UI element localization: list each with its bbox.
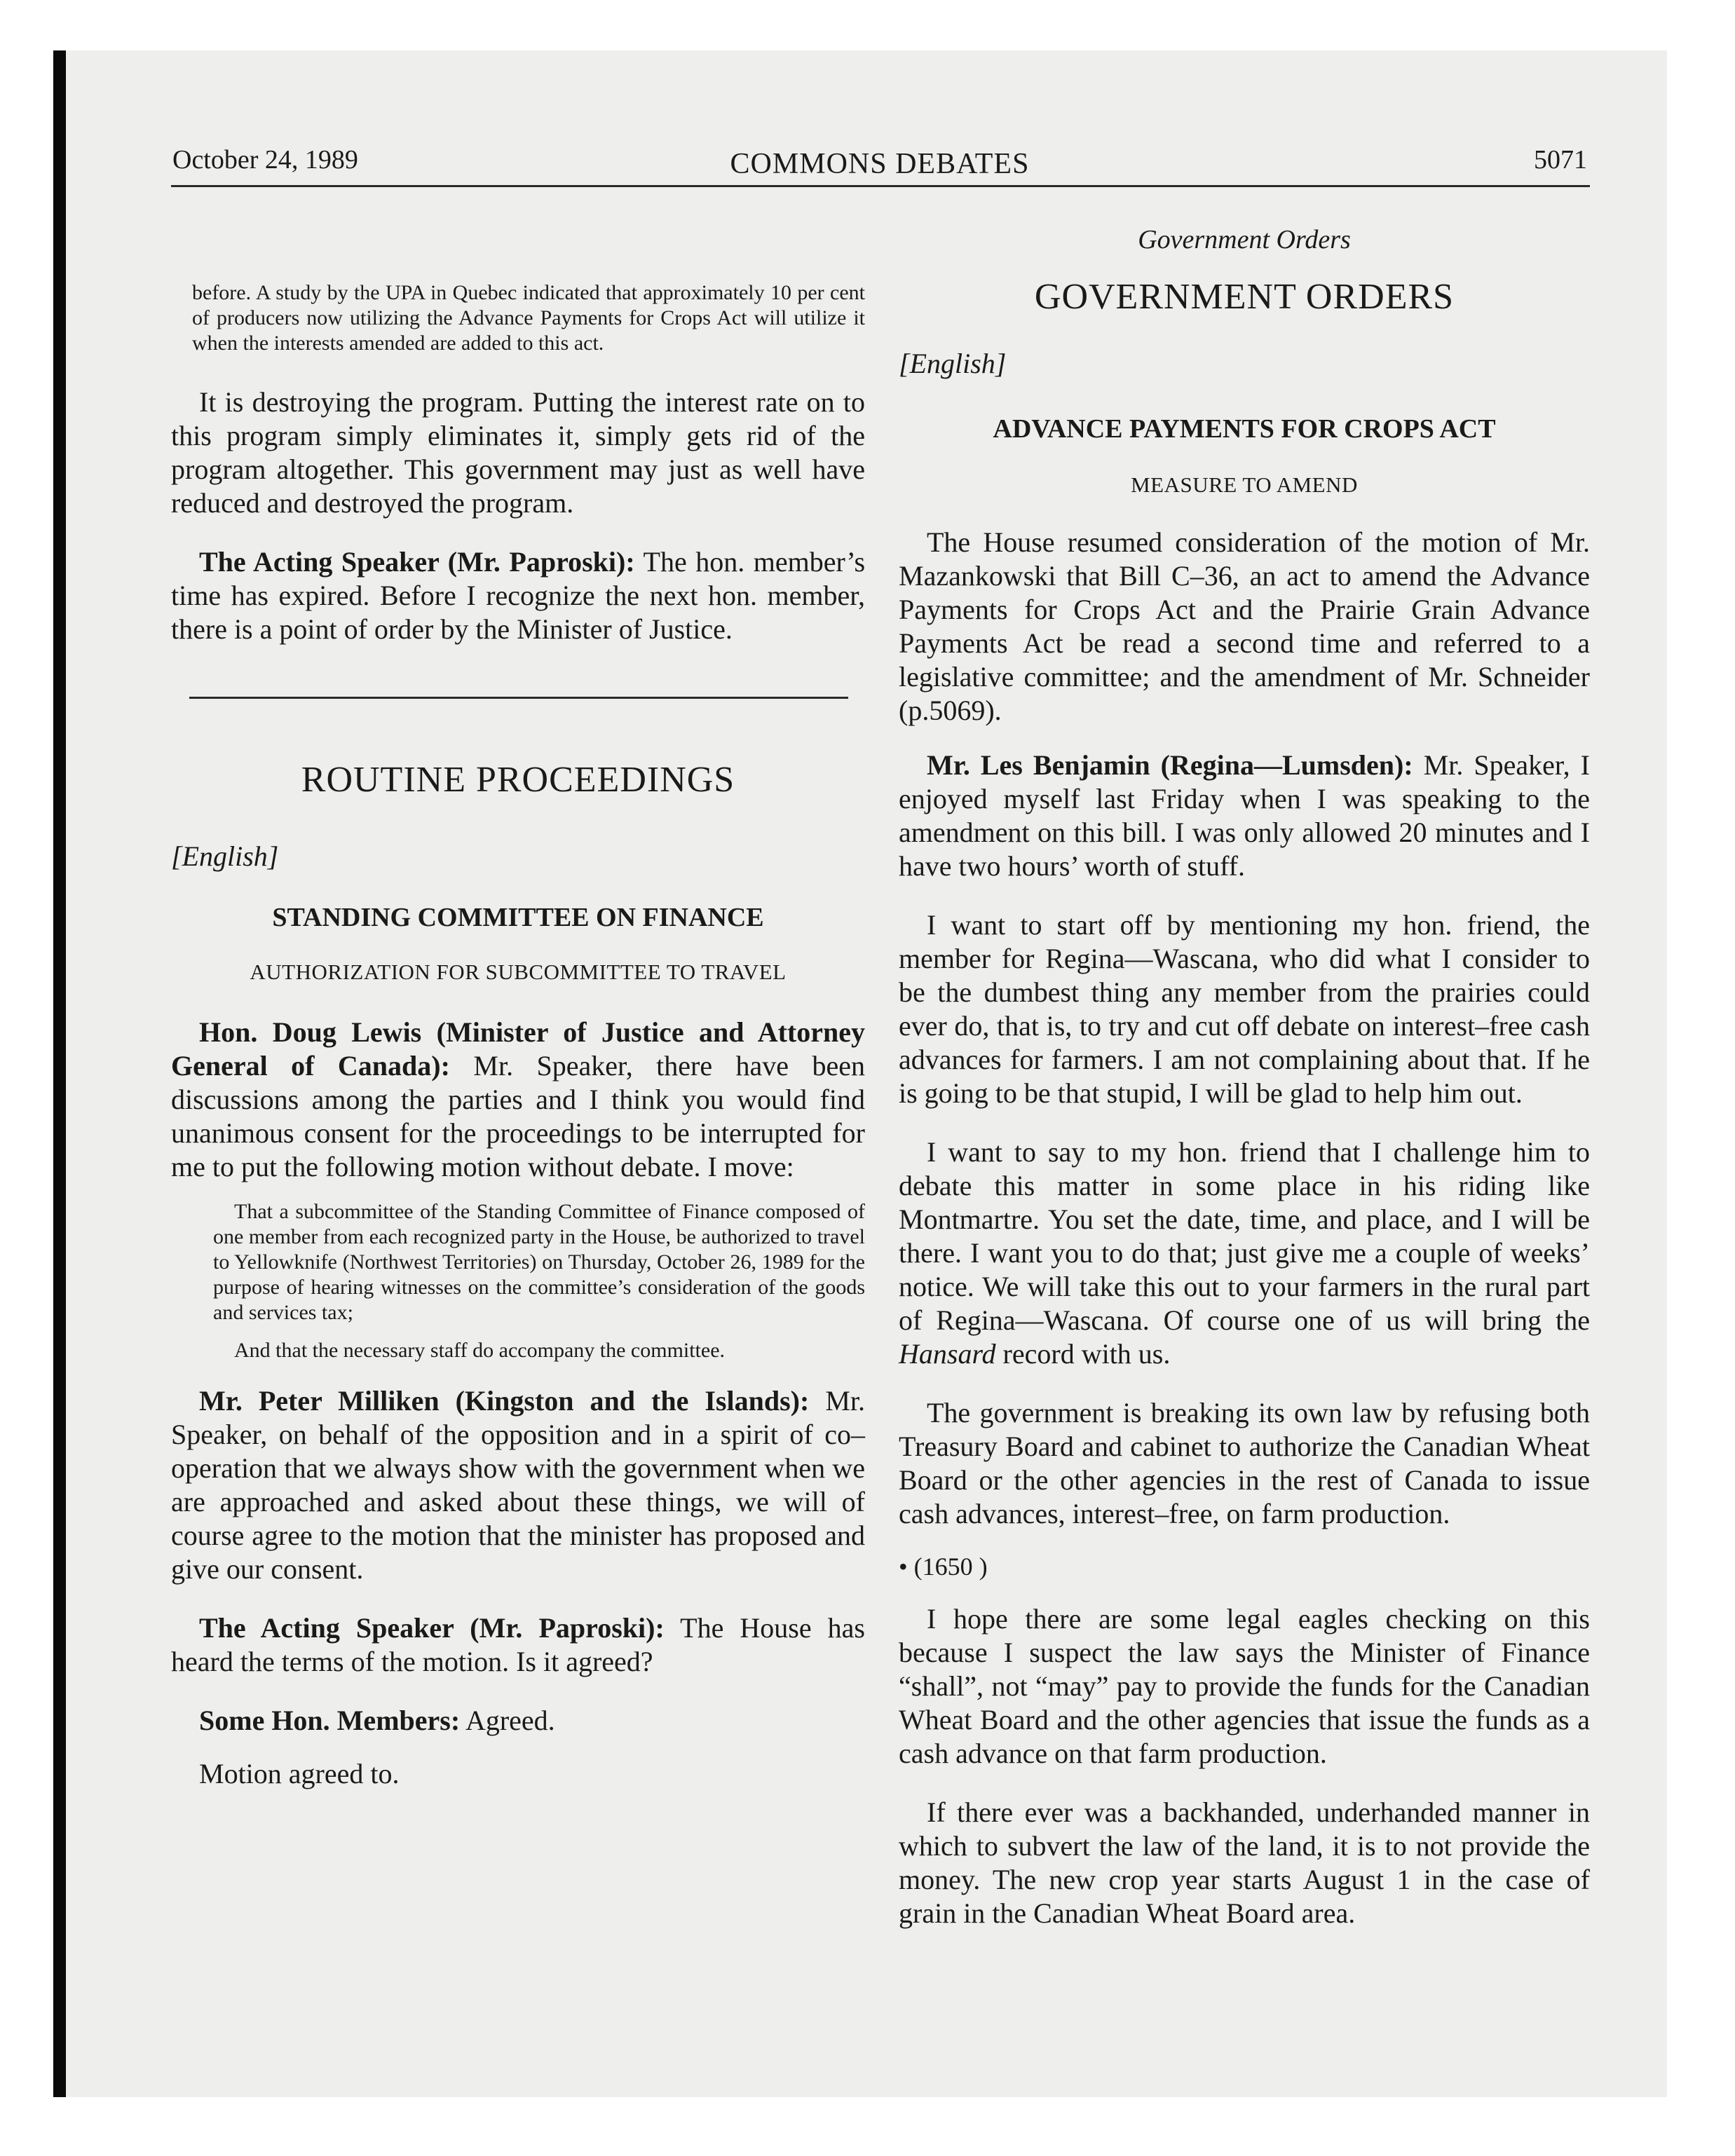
speaker-name: Some Hon. Members: bbox=[199, 1705, 461, 1736]
paragraph: The government is breaking its own law by refusing both Treasury Board and cabinet to authorize the Canadian Wheat Board or the other agencies in the rest of Canada to issue cash advances, interest–free, on farm production. bbox=[899, 1397, 1590, 1529]
speech-text: Mr. Speaker, there have been discussions among the parties and I think you would find unanimous consent for the proceedings to be interrupted for me to put the following motion without debate. I move: bbox=[171, 1050, 865, 1182]
header-date: October 24, 1989 bbox=[172, 145, 358, 175]
section-title: ROUTINE PROCEEDINGS bbox=[301, 760, 735, 800]
committee-title: STANDING COMMITTEE ON FINANCE bbox=[272, 903, 764, 932]
speaker-name: Mr. Peter Milliken (Kingston and the Islands): bbox=[199, 1385, 810, 1417]
committee-subtitle: AUTHORIZATION FOR SUBCOMMITTEE TO TRAVEL bbox=[250, 960, 787, 984]
motion-quote: That a subcommittee of the Standing Committee of Finance composed of one member from each recognized party in the House, be authorized to travel to Yellowknife (Northwest Territories) on Thursday, October 26, 1989 for the purpose of hearing witnesses on the committee’s consideration of the goods and services tax; bbox=[213, 1200, 865, 1324]
right-column bbox=[899, 224, 1590, 1930]
hansard-italic: Hansard bbox=[899, 1338, 996, 1370]
paragraph: It is destroying the program. Putting the interest rate on to this program simply eliminates it, simply gets rid of the program altogether. This government may just as well have reduced and destroyed the program. bbox=[171, 386, 865, 519]
paragraph-text: I want to say to my hon. friend that I challenge him to debate this matter in some place in his riding like Montmartre. You set the date, time, and place, and I will be there. I want you to do that; just give me a couple of weeks’ notice. We will take this out to your farmers in the rural part of Regina—Wascana. Of course one of us will bring the bbox=[899, 1136, 1590, 1336]
scan-edge bbox=[53, 50, 66, 2097]
speech bbox=[171, 545, 865, 646]
speaker-name: Mr. Les Benjamin (Regina—Lumsden): bbox=[927, 749, 1413, 781]
paragraph: The House resumed consideration of the motion of Mr. Mazankowski that Bill C–36, an act to amend the Advance Payments for Crops Act and the Prairie Grain Advance Payments Act be read a second time and referred to a legislative committee; and the amendment of Mr. Schneider (p.5069). bbox=[899, 526, 1590, 726]
speech-text: Mr. Speaker, I enjoyed myself last Friday when I was speaking to the amendment on this bill. I was only allowed 20 minutes and I have two hours’ worth of stuff. bbox=[899, 749, 1591, 882]
speaker-name: The Acting Speaker (Mr. Paproski): bbox=[199, 546, 635, 578]
header-rule bbox=[171, 185, 1590, 187]
time-marker: • (1650 ) bbox=[899, 1553, 988, 1581]
bill-title: ADVANCE PAYMENTS FOR CROPS ACT bbox=[993, 414, 1496, 444]
speech bbox=[171, 1016, 865, 1184]
left-column bbox=[171, 224, 865, 1791]
paragraph: I want to start off by mentioning my hon. friend, the member for Regina—Wascana, who did what I consider to be the dumbest thing any member from the prairies could ever do, that is, to try and cut off debate on interest–free cash advances for farmers. I am not complaining about that. If he is going to be that stupid, I will be glad to help him out. bbox=[899, 909, 1590, 1109]
running-head: Government Orders bbox=[1138, 225, 1351, 254]
page-header bbox=[172, 144, 1587, 185]
speech-text: The hon. member’s time has expired. Before I recognize the next hon. member, there is a point of order by the Minister of Justice. bbox=[171, 546, 866, 645]
speech-text: Agreed. bbox=[465, 1705, 555, 1736]
paragraph: If there ever was a backhanded, underhanded manner in which to subvert the law of the land, it is to not provide the money. The new crop year starts August 1 in the case of grain in the Canadian Wheat Board area. bbox=[899, 1796, 1590, 1929]
bill-subtitle: MEASURE TO AMEND bbox=[1131, 472, 1358, 497]
speech-text: The House has heard the terms of the motion. Is it agreed? bbox=[171, 1612, 865, 1677]
speaker-name: The Acting Speaker (Mr. Paproski): bbox=[199, 1612, 665, 1644]
speech bbox=[171, 1384, 865, 1586]
paragraph bbox=[899, 1135, 1590, 1371]
speech bbox=[899, 749, 1590, 883]
closing-line: Motion agreed to. bbox=[199, 1758, 400, 1789]
speech bbox=[171, 1611, 865, 1679]
language-tag: [English] bbox=[899, 348, 1007, 379]
language-tag: [English] bbox=[171, 840, 279, 872]
section-title: GOVERNMENT ORDERS bbox=[1034, 277, 1455, 317]
page-number: 5071 bbox=[1534, 145, 1587, 175]
speaker-name: Hon. Doug Lewis (Minister of Justice and Attorney General of Canada): bbox=[171, 1016, 865, 1082]
speech bbox=[171, 1704, 865, 1738]
intro-quote: before. A study by the UPA in Quebec indicated that approximately 10 per cent of producers now utilizing the Advance Payments for Crops Act will utilize it when the interests amended are added to this act. bbox=[192, 281, 865, 355]
section-divider bbox=[189, 697, 848, 699]
paragraph-text: record with us. bbox=[1002, 1338, 1171, 1370]
motion-quote: And that the necessary staff do accompany the committee. bbox=[234, 1339, 726, 1362]
header-title: COMMONS DEBATES bbox=[730, 148, 1030, 180]
paragraph: I hope there are some legal eagles checking on this because I suspect the law says the Minister of Finance “shall”, not “may” pay to provide the funds for the Canadian Wheat Board and the other agencies that issue the funds as a cash advance on that farm production. bbox=[899, 1603, 1590, 1769]
speech-text: Mr. Speaker, on behalf of the opposition and in a spirit of co–operation that we always show with the government when we are approached and asked about these things, we will of course agree to the motion that the minister has proposed and give our consent. bbox=[171, 1385, 866, 1585]
